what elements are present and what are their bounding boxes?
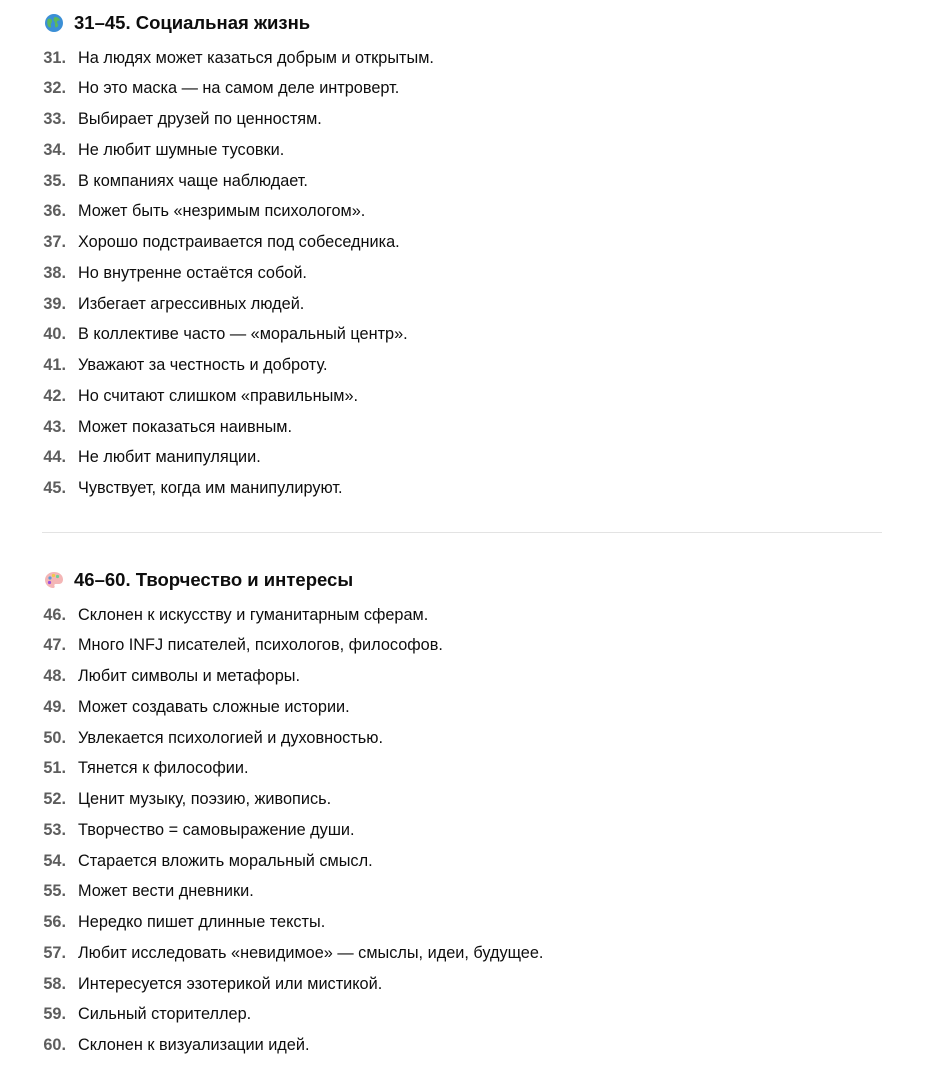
list-item	[0, 849, 373, 873]
list-item	[0, 354, 327, 378]
item-text: Творчество = самовыражение души.	[78, 820, 355, 839]
item-text: Нередко пишет длинные тексты.	[78, 913, 326, 931]
item-text: Не любит манипуляции.	[78, 448, 261, 467]
item-number: 36.	[43, 202, 66, 221]
item-number: 38.	[43, 263, 66, 282]
item-number: 54.	[43, 851, 66, 870]
list-item	[0, 911, 325, 935]
list-item	[0, 1003, 251, 1027]
item-text: Интересуется эзотерикой или мистикой.	[78, 974, 383, 993]
item-number: 42.	[43, 386, 66, 405]
item-number: 51.	[43, 759, 66, 778]
item-text: Хорошо подстраивается под собеседника.	[78, 233, 400, 251]
item-number: 40.	[43, 325, 66, 344]
list-item	[0, 169, 308, 193]
divider	[42, 532, 882, 533]
list-item	[0, 231, 400, 255]
item-number: 58.	[43, 974, 66, 993]
section-heading-creativity	[44, 567, 353, 593]
item-text: Уважают за честность и доброту.	[78, 356, 328, 374]
item-text: В компаниях чаще наблюдает.	[78, 171, 308, 190]
item-number: 45.	[43, 479, 66, 497]
item-number: 59.	[43, 1005, 66, 1024]
list-item	[0, 415, 292, 439]
item-number: 34.	[43, 140, 66, 159]
list-item	[0, 446, 261, 470]
list-item	[0, 108, 322, 132]
list-item	[0, 788, 331, 812]
item-text: Старается вложить моральный смысл.	[78, 851, 373, 870]
item-text: Не любит шумные тусовки.	[78, 140, 285, 159]
item-number: 41.	[43, 356, 66, 374]
item-number: 53.	[43, 820, 66, 839]
item-text: Сильный сторителлер.	[78, 1005, 252, 1024]
list-item	[0, 77, 399, 101]
item-text: Тянется к философии.	[78, 759, 249, 778]
artist-palette-icon	[44, 570, 64, 590]
list-item	[0, 634, 443, 658]
item-text: Увлекается психологией и духовностью.	[78, 728, 383, 747]
list-item	[0, 1034, 309, 1058]
item-number: 52.	[43, 790, 66, 808]
item-number: 56.	[43, 913, 66, 931]
item-text: Ценит музыку, поэзию, живопись.	[78, 790, 332, 808]
list-item	[0, 941, 543, 965]
item-text: Но это маска — на самом деле интроверт.	[78, 79, 400, 98]
list-item	[0, 726, 383, 750]
item-text: Чувствует, когда им манипулируют.	[78, 479, 343, 497]
list-item	[0, 665, 300, 689]
item-number: 33.	[43, 110, 66, 128]
item-number: 35.	[43, 171, 66, 190]
list-item	[0, 757, 248, 781]
list-item	[0, 603, 428, 627]
item-text: Может показаться наивным.	[78, 417, 293, 436]
item-number: 39.	[43, 294, 66, 313]
item-number: 60.	[43, 1036, 66, 1054]
list-item	[0, 972, 382, 996]
list-item	[0, 695, 350, 719]
item-text: Склонен к визуализации идей.	[78, 1036, 310, 1054]
list-item	[0, 200, 365, 224]
item-number: 48.	[43, 667, 66, 685]
item-text: Избегает агрессивных людей.	[78, 294, 305, 313]
list-item	[0, 46, 434, 70]
item-number: 49.	[43, 697, 66, 716]
item-text: В коллективе часто — «моральный центр».	[78, 325, 408, 344]
list-item	[0, 818, 355, 842]
item-number: 50.	[43, 728, 66, 747]
item-text: Любит исследовать «невидимое» — смыслы, идеи, будущее.	[78, 943, 544, 962]
item-text: Любит символы и метафоры.	[78, 667, 300, 685]
item-text: На людях может казаться добрым и открытым.	[78, 48, 434, 67]
section-title: 31–45. Социальная жизнь	[74, 12, 311, 33]
section-title: 46–60. Творчество и интересы	[74, 569, 354, 590]
list-item	[0, 384, 358, 408]
list-item	[0, 261, 307, 285]
item-number: 46.	[43, 605, 66, 624]
item-text: Склонен к искусству и гуманитарным сферам.	[78, 605, 429, 624]
item-number: 31.	[43, 48, 66, 67]
item-text: Много INFJ писателей, психологов, философов.	[78, 636, 443, 655]
item-number: 55.	[43, 882, 66, 901]
item-text: Может вести дневники.	[78, 882, 254, 901]
list-item	[0, 292, 304, 316]
list-item	[0, 477, 343, 501]
item-text: Выбирает друзей по ценностям.	[78, 110, 322, 128]
item-text: Может создавать сложные истории.	[78, 697, 350, 716]
item-number: 43.	[43, 417, 66, 436]
item-number: 57.	[43, 943, 66, 962]
section-heading-social	[44, 10, 310, 36]
list-item	[0, 138, 284, 162]
item-text: Но считают слишком «правильным».	[78, 386, 359, 405]
item-number: 37.	[43, 233, 66, 251]
item-number: 32.	[43, 79, 66, 98]
list-item	[0, 323, 408, 347]
item-number: 47.	[43, 636, 66, 655]
item-text: Но внутренне остаётся собой.	[78, 263, 307, 282]
item-number: 44.	[43, 448, 66, 467]
list-item	[0, 880, 254, 904]
item-text: Может быть «незримым психологом».	[78, 202, 366, 221]
globe-icon	[44, 13, 64, 33]
